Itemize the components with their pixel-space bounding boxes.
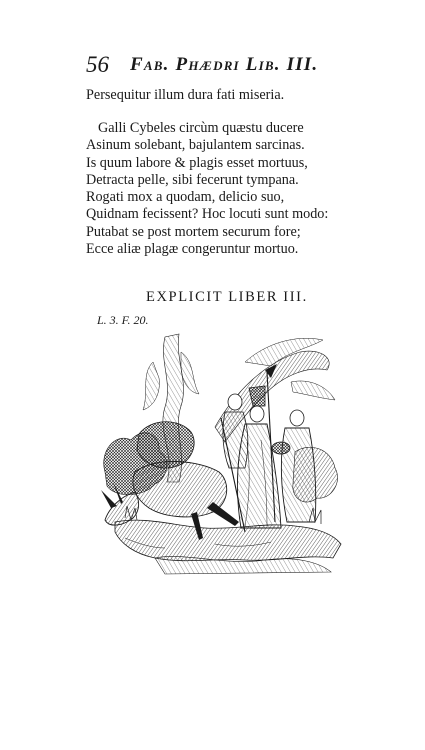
verse-line: Ecce aliæ plagæ congeruntur mortuo.: [86, 241, 299, 258]
verse-line: Quidnam fecissent? Hoc locuti sunt modo:: [86, 206, 329, 223]
plate-reference: L. 3. F. 20.: [97, 313, 149, 327]
verse-line: Detracta pelle, sibi fecerunt tympana.: [86, 171, 299, 188]
page-number: 56: [86, 52, 109, 77]
fable-verse: [86, 120, 328, 258]
engraving-galli-with-dead-ass-icon: [95, 322, 345, 582]
running-title: Fab. Phædri Lib. III.: [130, 54, 319, 75]
verse-line: Asinum solebant, bajulantem sarcinas.: [86, 137, 305, 154]
verse-line: Putabat se post mortem securum fore;: [86, 223, 301, 240]
verse-line: Is quum labore & plagis esset mortuus,: [86, 154, 308, 171]
lead-line: Persequitur illum dura fati miseria.: [86, 87, 285, 103]
page-header: [86, 52, 366, 82]
explicit-heading: EXPLICIT LIBER III.: [146, 289, 308, 305]
verse-line: Galli Cybeles circùm quæstu ducere: [98, 120, 304, 136]
verse-line: Rogati mox a quodam, delicio suo,: [86, 189, 285, 206]
engraving-illustration: [95, 322, 345, 582]
